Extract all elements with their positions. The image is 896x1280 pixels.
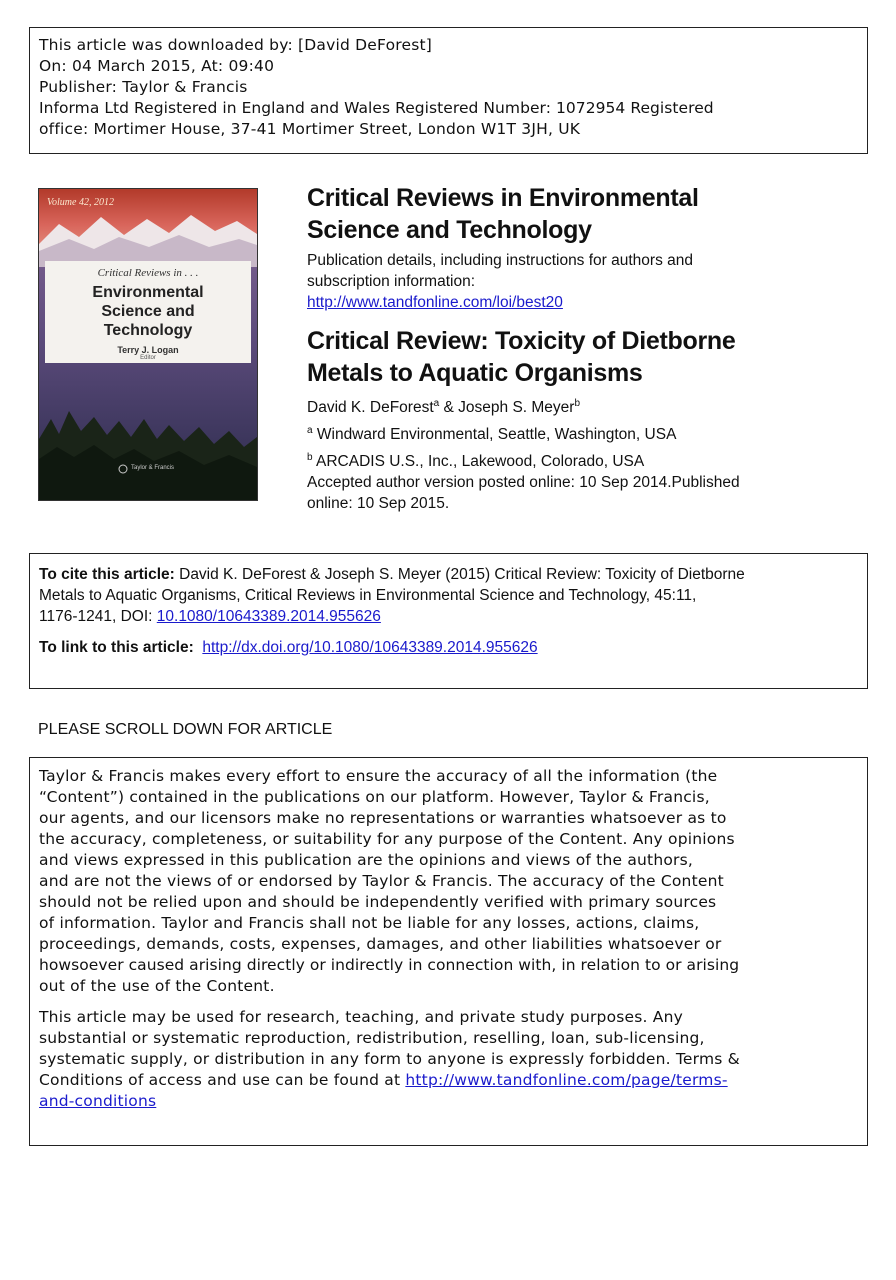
affiliation-text: Windward Environmental, Seattle, Washington, USA [312, 426, 677, 443]
download-line: office: Mortimer House, 37-41 Mortimer Street, London W1T 3JH, UK [39, 120, 581, 138]
posted-online [307, 472, 867, 514]
cover-volume: Volume 42, 2012 [47, 197, 114, 208]
journal-cover-image [38, 188, 258, 501]
terms-line: systematic supply, or distribution in any form to anyone is expressly forbidden. Terms & [39, 1050, 740, 1068]
terms-url-link-continued[interactable]: and-conditions [39, 1092, 157, 1110]
cite-line: 1176-1241, DOI: [39, 608, 157, 625]
author-name: David K. DeForest [307, 399, 434, 416]
article-title-line: Critical Review: Toxicity of Dietborne [307, 327, 736, 355]
article-title-line: Metals to Aquatic Organisms [307, 359, 643, 387]
cite-label: To cite this article: [39, 566, 175, 583]
terms-line: substantial or systematic reproduction, redistribution, reselling, loan, sub-licensing, [39, 1029, 705, 1047]
doi-link[interactable]: 10.1080/10643389.2014.955626 [156, 608, 381, 625]
link-label: To link to this article: [39, 639, 194, 656]
cover-title [39, 283, 257, 340]
affiliation-b [307, 451, 867, 472]
cite-line: David K. DeForest & Joseph S. Meyer (2015) Critical Review: Toxicity of Dietborne [174, 566, 745, 583]
journal-title-line: Science and Technology [307, 216, 592, 244]
journal-title [307, 182, 867, 246]
download-line: On: 04 March 2015, At: 09:40 [39, 57, 275, 75]
download-line: Publisher: Taylor & Francis [39, 78, 248, 96]
terms-line: of information. Taylor and Francis shall not be liable for any losses, actions, claims, [39, 914, 700, 932]
affiliation-marker: a [307, 424, 313, 436]
citation-box [29, 553, 868, 689]
cover-publisher: Taylor & Francis [131, 465, 175, 471]
author-separator: & [439, 399, 459, 416]
download-line: Informa Ltd Registered in England and Wales Registered Number: 1072954 Registered [39, 99, 714, 117]
terms-line: and are not the views of or endorsed by Taylor & Francis. The accuracy of the Content [39, 872, 724, 890]
terms-url-link[interactable]: http://www.tandfonline.com/page/terms- [405, 1071, 728, 1089]
citation-text [39, 564, 858, 627]
terms-line: should not be relied upon and should be independently verified with primary sources [39, 893, 717, 911]
journal-title-line: Critical Reviews in Environmental [307, 184, 699, 212]
terms-line: This article may be used for research, teaching, and private study purposes. Any [39, 1008, 684, 1026]
cover-editor: Terry J. Logan [117, 345, 179, 355]
terms-line: “Content”) contained in the publications on our platform. However, Taylor & Francis, [39, 788, 710, 806]
details-line: Publication details, including instructions for authors and [307, 252, 694, 269]
cover-series: Critical Reviews in . . . [97, 267, 199, 279]
publication-details [307, 250, 867, 313]
terms-line: our agents, and our licensors make no representations or warranties whatsoever as to [39, 809, 727, 827]
link-row [39, 637, 858, 658]
terms-line: howsoever caused arising directly or indirectly in connection with, in relation to or arising [39, 956, 740, 974]
authors [307, 397, 867, 418]
terms-line: proceedings, demands, costs, expenses, damages, and other liabilities whatsoever or [39, 935, 722, 953]
journal-url-link[interactable]: http://www.tandfonline.com/loi/best20 [307, 294, 563, 311]
article-doi-url-link[interactable]: http://dx.doi.org/10.1080/10643389.2014.955626 [202, 639, 538, 656]
download-info-box [29, 27, 868, 154]
terms-line: Taylor & Francis makes every effort to ensure the accuracy of all the information (the [39, 767, 718, 785]
author-affiliation-marker: b [574, 397, 581, 409]
cover-title-line: Science and [101, 303, 195, 320]
affiliation-marker: b [307, 451, 313, 463]
affiliation-text: ARCADIS U.S., Inc., Lakewood, Colorado, USA [312, 453, 645, 470]
posted-line: Accepted author version posted online: 10 Sep 2014.Published [307, 474, 740, 491]
cover-title-line: Technology [103, 322, 193, 339]
article-title [307, 325, 867, 389]
posted-line: online: 10 Sep 2015. [307, 495, 450, 512]
author-name: Joseph S. Meyer [458, 399, 575, 416]
journal-info [307, 182, 867, 514]
cover-title-line: Environmental [92, 284, 204, 301]
cover-editor-role: Editor [140, 355, 156, 361]
terms-paragraph-2 [39, 1007, 858, 1112]
scroll-notice: PLEASE SCROLL DOWN FOR ARTICLE [38, 721, 333, 738]
terms-line: out of the use of the Content. [39, 977, 275, 995]
author-affiliation-marker: a [433, 397, 440, 409]
details-line: subscription information: [307, 273, 475, 290]
download-line: This article was downloaded by: [David DeForest] [39, 36, 433, 54]
terms-box [29, 757, 868, 1146]
terms-line: the accuracy, completeness, or suitability for any purpose of the Content. Any opinions [39, 830, 735, 848]
terms-line: and views expressed in this publication are the opinions and views of the authors, [39, 851, 694, 869]
affiliation-a [307, 424, 867, 445]
cite-line: Metals to Aquatic Organisms, Critical Reviews in Environmental Science and Technology, 45:11, [39, 587, 697, 604]
terms-line: Conditions of access and use can be found at [39, 1071, 406, 1089]
terms-paragraph-1 [39, 766, 858, 997]
